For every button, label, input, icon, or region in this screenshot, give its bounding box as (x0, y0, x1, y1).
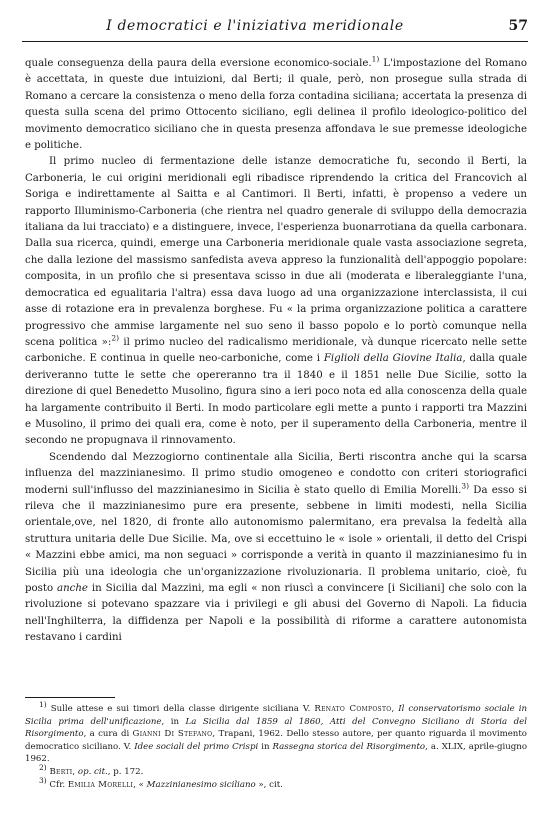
footnote-1 (25, 700, 528, 766)
text-run: Cfr. (46, 779, 68, 790)
text-run: Sulle attese e sui timori della classe dirigente siciliana V. (46, 704, 315, 714)
italic-text: op. cit. (77, 766, 108, 777)
text-run: , « (133, 779, 147, 790)
footnote-marker: 1) (39, 700, 47, 710)
author-name: Gianni Di Stefano (132, 729, 213, 740)
text-run: , in (161, 716, 186, 727)
italic-text: anche (57, 583, 88, 594)
text-run: , a cura di (83, 729, 133, 740)
text-run: , p. 172. (107, 766, 144, 777)
author-name: Berti (49, 766, 73, 777)
italic-text: Il conservatorismo sociale in Sicilia prima dell'unificazione (25, 704, 527, 727)
text-run: , a. XLIX, aprile-giugno 1962. (25, 741, 527, 765)
text-run: , (72, 766, 78, 777)
running-title: I democratici e l'iniziativa meridionale (106, 18, 404, 34)
footnote-3 (25, 775, 527, 792)
footnote-2 (25, 763, 527, 779)
italic-text: Idee sociali del primo Crispi (134, 741, 259, 752)
header-rule (22, 41, 528, 42)
footnote-marker: 2) (111, 333, 120, 343)
text-run: Scendendo dal Mezzogiorno continentale alla Sicilia, Berti riscontra anche qui la scarsa influenza del mazzinianesimo. Il primo studio omogeneo e condotto con criteri storiografici moderni sull'influsso del mazzinianesimo in Sicilia è stato quello di Emilia Morelli. (25, 451, 527, 496)
italic-text: Rassegna storica del Risorgimento (272, 741, 426, 752)
body-text (25, 56, 527, 647)
italic-text: La Sicilia dal 1859 al 1860, Atti del Convegno Siciliano di Storia del Risorgimento (25, 716, 528, 740)
text-run: L'impostazione del Romano è accettata, in queste due intuizioni, dal Berti; il quale, però, non prosegue sulla strada di Romano a cercare la consistenza o meno della forza contadina siciliana; accertata la presenza di questa sulla scena del primo Ottocento siciliano, egli delinea il profilo ideologico-politico del movimento democratico siciliano che in questa presenza affondava le sue premesse ideologiche e politiche. (25, 58, 527, 152)
text-run: , (391, 704, 399, 714)
footnote-marker: 2) (39, 763, 47, 773)
author-name: Renato Composto (314, 704, 392, 714)
footnote-marker: 1) (371, 54, 380, 64)
text-run: Da esso si rileva che il mazzinianesimo pure era presente, sebbene in limiti modesti, nella Sicilia orientale,ove, nel 1820, di fronte allo autonomismo palermitano, era prevalsa la fedeltà alla struttura unitaria delle Due Sicilie. Ma, ove si eccettuino le « isole » orientali, il detto del Crispi « Mazzini ebbe amici, ma non seguaci » corrisponde a verità in quanto il mazzinianesimo fu in Sicilia più una ideologia che un'organizzazione rivoluzionaria. Il problema unitario, cioè, fu posto (25, 484, 527, 594)
running-head (22, 18, 528, 38)
italic-text: Figlioli della Giovine Italia (323, 353, 463, 365)
text-run: il primo nucleo del radicalismo meridionale, và dunque ricercato nelle sette carboniche. E continua in quelle neo-carboniche, come i (25, 336, 527, 365)
text-run: quale conseguenza della paura della eversione economico-sociale. (25, 58, 372, 69)
paragraph-1 (25, 56, 527, 154)
footnote-rule (25, 697, 115, 698)
italic-text: Mazzinianesimo siciliano (146, 779, 256, 790)
text-run: Il primo nucleo di fermentazione delle istanze democratiche fu, secondo il Berti, la Carboneria, le cui origini meridionali egli ribadisce riprendendo la critica del Francovich al Soriga e indirettamente al Saitta e al Cantimori. Il Berti, infatti, è propenso a vedere un rapporto Illuminismo-Carboneria (che rientra nel quadro generale di sviluppo della democrazia italiana da lui tracciato) e a distinguere, invece, l'esperienza buonarrotiana da quella carbonara. Dalla sua ricerca, quindi, emerge una Carboneria meridionale quale vasta associazione segreta, che dalla lezione del massismo sanfedista aveva appreso la funzionalità dell'appoggio popolare: composita, in un profilo che si presentava scisso in due ali (moderata e liberaleggiante l'una, democratica ed egualitaria l'altra) essa dava luogo ad una organizzazione interclassista, il cui asse di rotazione era in prevalenza borghese. Fu « la prima organizzazione politica a carattere progressivo che ammise largamente nel suo seno il basso popolo e lo portò comunque nella scena politica »: (25, 156, 527, 348)
footnotes (25, 700, 528, 791)
author-name: Emilia Morelli (67, 779, 134, 790)
text-run: in Sicilia dal Mazzini, ma egli « non riuscì a convincere [i Siciliani] che solo con la rivoluzione si potevano spazzare via i privilegi e gli abusi del Governo di Napoli. La fiducia nell'Inghilterra, la diffidenza per Napoli e la possibilità di riforme a carattere autonomista restavano i cardini (25, 583, 527, 644)
text-run: , Trapani, 1962. Dello stesso autore, per quanto riguarda il movimento democratico siciliano. V. (25, 729, 527, 752)
paragraph-3 (25, 450, 527, 647)
text-run: , dalla quale deriveranno tutte le sette che opereranno tra il 1840 e il 1851 nelle Due Sicilie, sotto la direzione di quel Benedetto Musolino, figura sino a ieri poco nota ed alla conoscenza della quale ha largamente contribuito il Berti. In modo particolare egli mette a punto i rapporti tra Mazzini e Musolino, il primo dei quali era, come è noto, per il superamento della Carboneria, mentre il secondo ne propugnava il rinnovamento. (25, 353, 527, 447)
footnote-marker: 3) (461, 481, 470, 491)
text-run: in (258, 741, 273, 752)
page-number: 57 (508, 18, 528, 34)
paragraph-2 (25, 154, 527, 449)
text-run: », cit. (255, 779, 283, 790)
footnote-marker: 3) (39, 775, 47, 785)
